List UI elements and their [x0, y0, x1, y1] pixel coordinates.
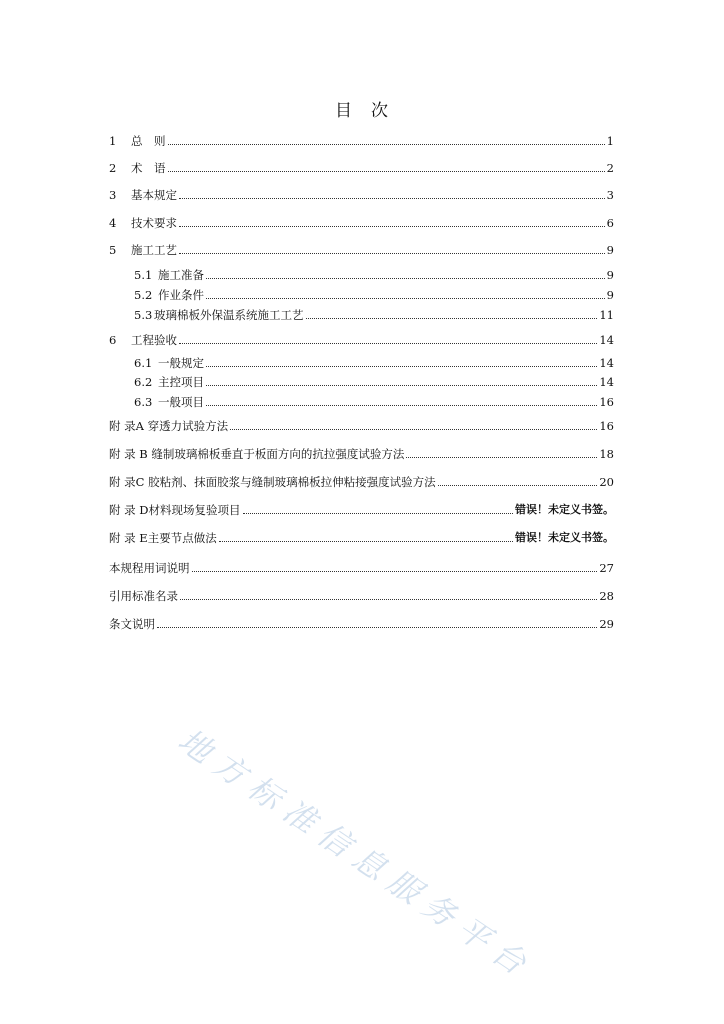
dot-leader — [243, 513, 513, 514]
toc-entry-page: 1 — [606, 134, 614, 148]
toc-entry-title: 一般项目 — [158, 395, 204, 409]
watermark: 地方标准信息服务平台 — [171, 720, 541, 988]
dot-leader — [180, 599, 597, 600]
toc-entry-title: 基本规定 — [131, 188, 177, 202]
toc-entry-5-3[interactable] — [134, 308, 614, 322]
toc-entry-page-error: 错误！未定义书签。 — [515, 503, 614, 516]
toc-entry-page: 11 — [599, 308, 614, 322]
toc-entry-title: 施工工艺 — [131, 243, 177, 257]
dot-leader — [157, 627, 597, 628]
dot-leader — [230, 429, 597, 430]
toc-entry-6-3[interactable] — [134, 395, 614, 409]
toc-entry-explanation[interactable] — [109, 617, 614, 631]
toc-entry-number: 1 — [109, 134, 117, 148]
toc-entry-page: 9 — [606, 243, 614, 257]
toc-entry-page: 16 — [599, 419, 614, 433]
toc-entry-title: 作业条件 — [158, 288, 204, 302]
toc-entry-5-1[interactable] — [134, 268, 614, 282]
page-title: 目 次 — [335, 101, 389, 121]
toc-entry-number: 5 — [109, 243, 117, 257]
toc-entry-number: 2 — [109, 161, 117, 175]
toc-entry-number: 6.3 — [134, 395, 153, 409]
toc-appendix-b[interactable] — [109, 447, 614, 461]
toc-entry-wording[interactable] — [109, 561, 614, 575]
toc-entry-page: 2 — [606, 161, 614, 175]
toc-entry-title: 工程验收 — [131, 333, 177, 347]
toc-entry-6[interactable] — [109, 333, 614, 347]
toc-entry-title: 附 录A 穿透力试验方法 — [109, 419, 229, 433]
toc-entry-page: 9 — [606, 268, 614, 282]
dot-leader — [168, 144, 605, 145]
toc-entry-number: 5.2 — [134, 288, 153, 302]
toc-entry-number: 5.3 — [134, 308, 153, 322]
toc-entry-page: 28 — [599, 589, 614, 603]
toc-entry-page: 14 — [599, 333, 614, 347]
toc-entry-page: 9 — [606, 288, 614, 302]
toc-entry-page-error: 错误！未定义书签。 — [515, 531, 614, 544]
toc-entry-page: 16 — [599, 395, 614, 409]
toc-entry-title: 施工准备 — [158, 268, 204, 282]
dot-leader — [192, 571, 598, 572]
dot-leader — [206, 366, 597, 367]
toc-entry-1[interactable] — [109, 134, 614, 148]
toc-entry-number: 3 — [109, 188, 117, 202]
dot-leader — [179, 226, 605, 227]
toc-appendix-c[interactable] — [109, 475, 614, 489]
toc-entry-title: 主控项目 — [158, 375, 204, 389]
toc-entry-5-2[interactable] — [134, 288, 614, 302]
toc-entry-title: 玻璃棉板外保温系统施工工艺 — [154, 308, 304, 322]
toc-entry-page: 29 — [599, 617, 614, 631]
toc-entry-page: 3 — [606, 188, 614, 202]
toc-entry-2[interactable] — [109, 161, 614, 175]
toc-entry-title: 本规程用词说明 — [109, 561, 190, 575]
toc-entry-title: 技术要求 — [131, 216, 177, 230]
toc-appendix-d[interactable] — [109, 503, 614, 517]
toc-entry-title: 附 录 D材料现场复验项目 — [109, 503, 241, 517]
toc-entry-number: 4 — [109, 216, 117, 230]
toc-entry-5[interactable] — [109, 243, 614, 257]
toc-entry-references[interactable] — [109, 589, 614, 603]
toc-entry-title: 附 录 B 缝制玻璃棉板垂直于板面方向的抗拉强度试验方法 — [109, 447, 405, 461]
toc-entry-page: 14 — [599, 356, 614, 370]
toc-entry-number: 6.1 — [134, 356, 153, 370]
toc-entry-title: 条文说明 — [109, 617, 155, 631]
dot-leader — [206, 405, 597, 406]
toc-entry-title: 总 则 — [131, 134, 166, 148]
toc-entry-4[interactable] — [109, 216, 614, 230]
toc-entry-page: 18 — [599, 447, 614, 461]
toc-entry-number: 5.1 — [134, 268, 153, 282]
dot-leader — [179, 198, 605, 199]
toc-appendix-e[interactable] — [109, 531, 614, 545]
toc-entry-page: 6 — [606, 216, 614, 230]
toc-entry-title: 术 语 — [131, 161, 166, 175]
toc-entry-page: 27 — [599, 561, 614, 575]
toc-entry-title: 附 录C 胶粘剂、抹面胶浆与缝制玻璃棉板拉伸粘接强度试验方法 — [109, 475, 436, 489]
toc-appendix-a[interactable] — [109, 419, 614, 433]
dot-leader — [179, 343, 597, 344]
dot-leader — [438, 485, 598, 486]
dot-leader — [168, 171, 605, 172]
toc-entry-number: 6 — [109, 333, 117, 347]
toc-entry-page: 20 — [599, 475, 614, 489]
dot-leader — [406, 457, 597, 458]
toc-entry-page: 14 — [599, 375, 614, 389]
dot-leader — [179, 253, 605, 254]
dot-leader — [219, 541, 513, 542]
toc-entry-6-1[interactable] — [134, 356, 614, 370]
toc-entry-title: 附 录 E主要节点做法 — [109, 531, 217, 545]
toc-entry-3[interactable] — [109, 188, 614, 202]
toc-entry-6-2[interactable] — [134, 375, 614, 389]
toc-entry-number: 6.2 — [134, 375, 153, 389]
toc-entry-title: 引用标准名录 — [109, 589, 178, 603]
dot-leader — [206, 278, 605, 279]
dot-leader — [206, 385, 597, 386]
toc-entry-title: 一般规定 — [158, 356, 204, 370]
dot-leader — [306, 318, 598, 319]
dot-leader — [206, 298, 605, 299]
